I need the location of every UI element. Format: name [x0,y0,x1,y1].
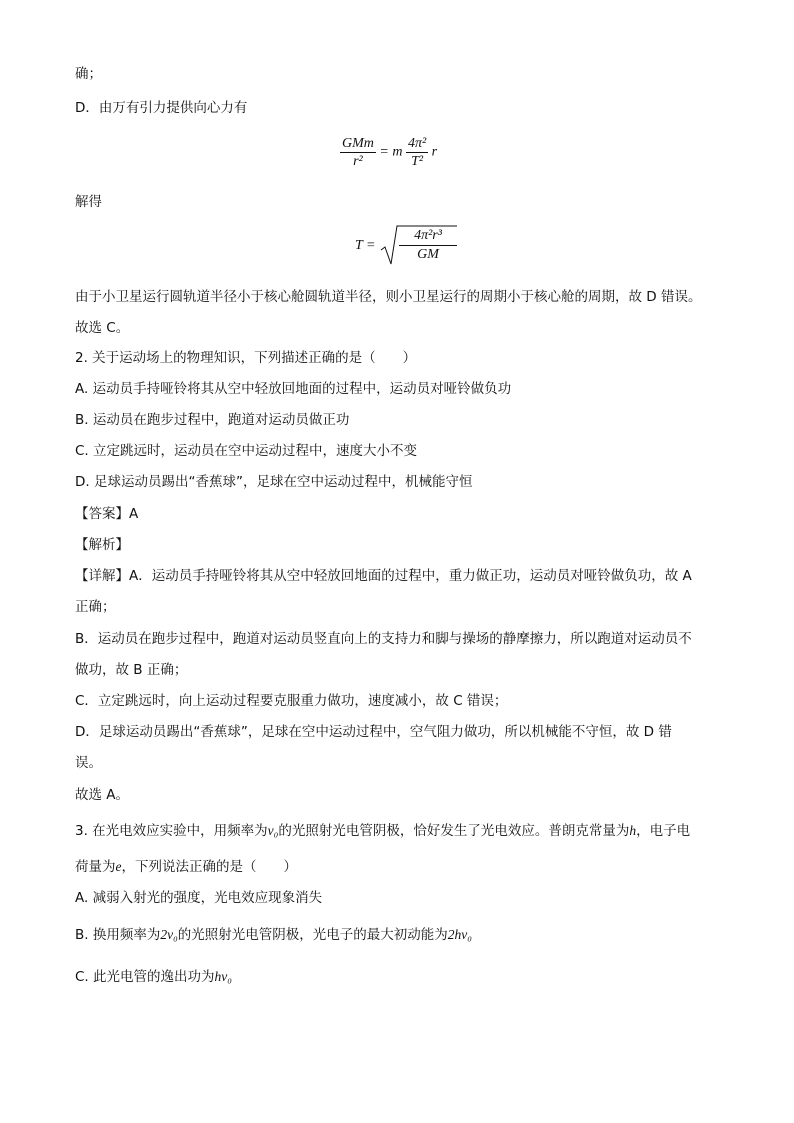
equation-centripetal [340,135,437,170]
question-3-option-b [75,925,472,945]
question-3-option-a: A. 减弱入射光的强度，光电效应现象消失 [75,890,323,906]
square-root [379,224,457,268]
explanation-line: D．足球运动员踢出“香蕉球”，足球在空中运动过程中，空气阻力做功，所以机械能不守恒，故 D 错 [75,724,672,740]
explanation-line: 【详解】A．运动员手持哑铃将其从空中轻放回地面的过程中，重力做正功，运动员对哑铃做负功，故 A [75,568,692,584]
text-segment: 的光照射光电管阴极，恰好发生了光电效应。普朗克常量为 [278,823,630,839]
text-segment: ，电子电 [636,823,691,839]
question-2-option-a: A. 运动员手持哑铃将其从空中轻放回地面的过程中，运动员对哑铃做负功 [75,381,512,397]
question-2-stem: 2. 关于运动场上的物理知识，下列描述正确的是（ ） [75,350,417,366]
fraction-numerator: 4π²r³ [399,227,457,246]
explanation-line: 正确； [75,599,116,615]
math-nu0: ν₀ [267,823,279,838]
math-e: e [115,859,122,874]
answer-label: 【答案】A [75,506,139,522]
text-segment: B. 换用频率为 [75,927,161,943]
fraction-numerator: 4π² [407,136,427,151]
text-line: 确； [75,66,102,82]
text-segment: C. 此光电管的逸出功为 [75,969,215,985]
question-3-option-c [75,967,232,987]
fraction-denominator: r² [353,154,363,169]
fraction-numerator: GMm [342,136,374,151]
text-segment: 荷量为 [75,859,116,875]
math-h: h [629,823,637,838]
equation-lhs: T = [355,238,376,253]
explanation-line: 做功，故 B 正确； [75,662,188,678]
fraction-denominator: T² [411,154,424,169]
text-line: 解得 [75,194,102,210]
fraction [406,135,428,170]
text-line: 故选 C。 [75,320,130,336]
fraction [340,135,376,170]
explanation-line: 故选 A。 [75,787,130,803]
equals-m: = m [379,144,403,160]
explanation-line: C．立定跳远时，向上运动过程要克服重力做功，速度减小，故 C 错误； [75,693,508,709]
radical-sign-icon [379,224,457,268]
question-3-stem-line1 [75,821,690,841]
text-segment: ，下列说法正确的是（ ） [121,859,297,875]
equation-period [355,224,457,268]
variable-r: r [431,144,438,160]
math-2nu0: 2ν₀ [160,927,178,942]
analysis-label: 【解析】 [75,537,129,553]
text-segment: 的光照射光电管阴极，光电子的最大初动能为 [177,927,448,943]
question-2-option-b: B. 运动员在跑步过程中，跑道对运动员做正功 [75,412,350,428]
text-line: 由于小卫星运行圆轨道半径小于核心舱圆轨道半径，则小卫星运行的周期小于核心舱的周期，故 D 错误。 [75,289,702,305]
explanation-line: 误。 [75,755,102,771]
question-2-option-c: C. 立定跳远时，运动员在空中运动过程中，速度大小不变 [75,443,418,459]
fraction-denominator: GM [417,247,439,262]
math-2hnu0: 2hν₀ [447,927,472,942]
text-segment: 3. 在光电效应实验中，用频率为 [75,823,268,839]
math-hnu0: hν₀ [214,969,232,984]
explanation-line: B．运动员在跑步过程中，跑道对运动员竖直向上的支持力和脚与操场的静摩擦力，所以跑道对运动员不 [75,631,692,647]
question-3-stem-line2 [75,857,297,877]
question-2-option-d: D. 足球运动员踢出“香蕉球”，足球在空中运动过程中，机械能守恒 [75,474,473,490]
text-line: D．由万有引力提供向心力有 [75,100,248,116]
